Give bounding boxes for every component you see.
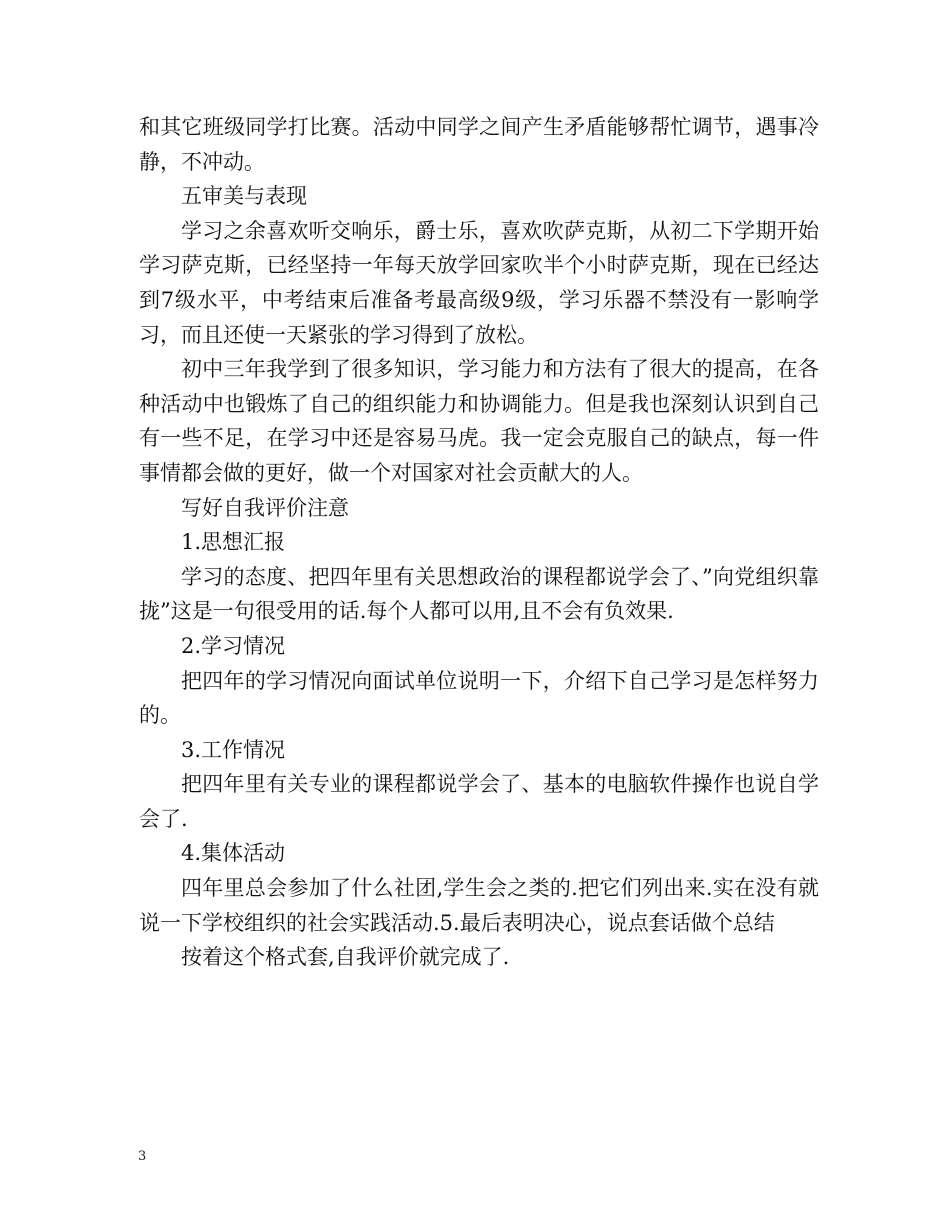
paragraph-study: 把四年的学习情况向面试单位说明一下，介绍下自己学习是怎样努力的。 bbox=[139, 668, 819, 728]
paragraph-closing: 按着这个格式套,自我评价就完成了. bbox=[181, 945, 510, 970]
heading-work: 3.工作情况 bbox=[181, 737, 286, 762]
heading-study: 2.学习情况 bbox=[181, 633, 286, 658]
paragraph-summary: 初中三年我学到了很多知识，学习能力和方法有了很大的提高，在各种活动中也锻炼了自己的组织能力和协调能力。但是我也深刻认识到自己有一些不足，在学习中还是容易马虎。我一定会克服自己的缺点，每一件事情都会做的更好，做一个对国家对社会贡献大的人。 bbox=[139, 357, 819, 485]
paragraph-group-activities: 四年里总会参加了什么社团,学生会之类的.把它们列出来.实在没有就说一下学校组织的社会实践活动.5.最后表明决心，说点套话做个总结 bbox=[139, 876, 819, 935]
document-body bbox=[139, 110, 819, 975]
heading-notes: 写好自我评价注意 bbox=[181, 495, 349, 520]
heading-thought-report: 1.思想汇报 bbox=[181, 530, 286, 555]
heading-aesthetics: 五审美与表现 bbox=[181, 184, 307, 209]
paragraph-aesthetics: 学习之余喜欢听交响乐，爵士乐，喜欢吹萨克斯，从初二下学期开始学习萨克斯，已经坚持一年每天放学回家吹半个小时萨克斯，现在已经达到7级水平，中考结束后准备考最高级9级，学习乐器不禁没有一影响学习，而且还使一天紧张的学习得到了放松。 bbox=[139, 218, 819, 347]
paragraph-work: 把四年里有关专业的课程都说学会了、基本的电脑软件操作也说自学会了. bbox=[139, 772, 819, 831]
page-number: 3 bbox=[138, 1149, 147, 1164]
heading-group-activities: 4.集体活动 bbox=[181, 841, 286, 866]
paragraph-1: 和其它班级同学打比赛。活动中同学之间产生矛盾能够帮忙调节，遇事冷静，不冲动。 bbox=[139, 115, 819, 174]
paragraph-thought-report: 学习的态度、把四年里有关思想政治的课程都说学会了、”向党组织靠拢”这是一句很受用的话.每个人都可以用,且不会有负效果. bbox=[139, 564, 819, 624]
